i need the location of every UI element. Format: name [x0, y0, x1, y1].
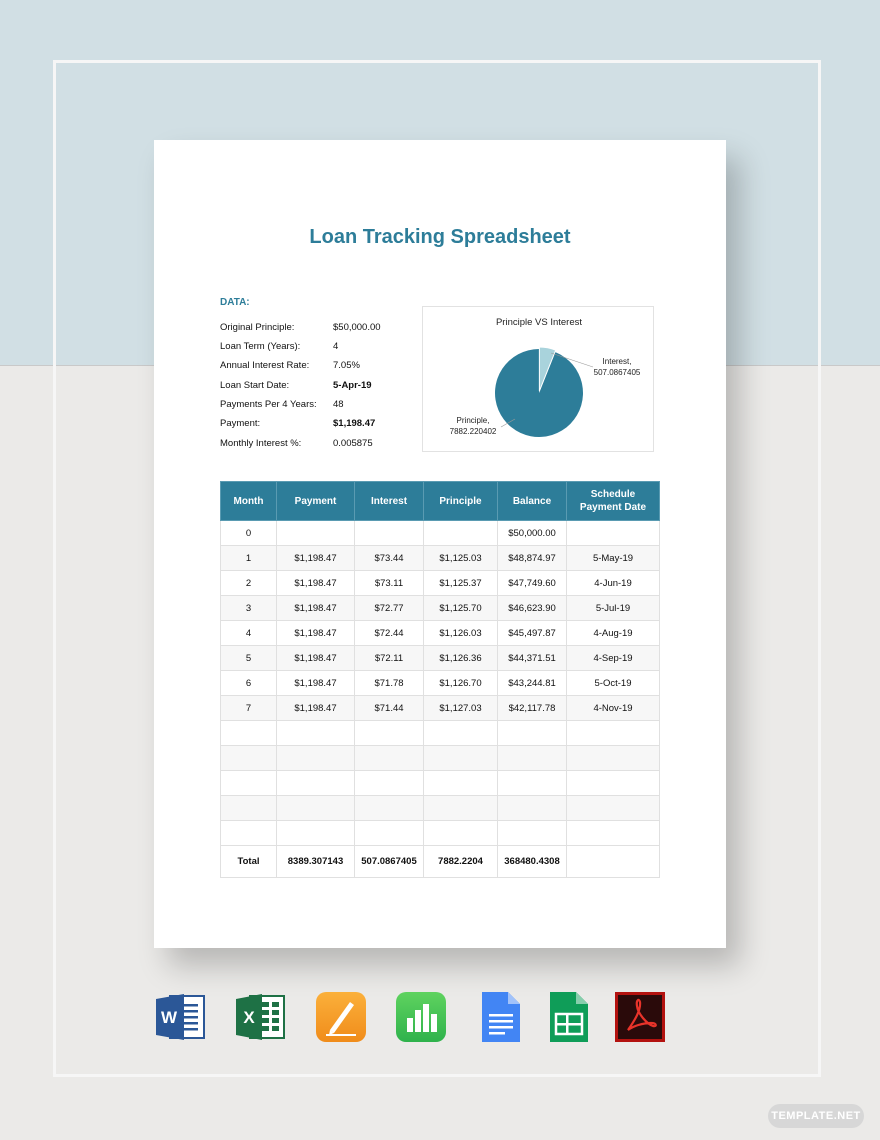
cell-principle: $1,126.70: [424, 671, 498, 696]
field-label: Payment:: [220, 418, 261, 429]
format-icons: [0, 990, 880, 1050]
field-label: Loan Start Date:: [220, 380, 290, 391]
cell-principle: [424, 521, 498, 546]
cell-month: [221, 821, 277, 846]
cell-balance: [498, 821, 567, 846]
cell-principle: [424, 821, 498, 846]
principle-data-label: Principle,: [456, 416, 490, 425]
cell-balance: [498, 771, 567, 796]
cell-schedule-date: [567, 771, 660, 796]
cell-balance: $46,623.90: [498, 596, 567, 621]
cell-month: 1: [221, 546, 277, 571]
field-value: 5-Apr-19: [333, 380, 372, 391]
cell-schedule-date: [567, 721, 660, 746]
header-principle: Principle: [424, 482, 498, 521]
cell-interest: $72.77: [355, 596, 424, 621]
table-row: [221, 696, 660, 721]
pie-chart-svg: [423, 307, 655, 453]
cell-month: [221, 746, 277, 771]
cell-month: 0: [221, 521, 277, 546]
cell-principle: [424, 771, 498, 796]
table-row: [221, 521, 660, 546]
pie-chart: [422, 306, 654, 452]
cell-month: 7: [221, 696, 277, 721]
pdf-icon[interactable]: [613, 990, 667, 1044]
cell-interest: $73.11: [355, 571, 424, 596]
table-row: [221, 796, 660, 821]
cell-schedule-date: 4-Sep-19: [567, 646, 660, 671]
cell-payment: [277, 796, 355, 821]
field-label: Original Principle:: [220, 322, 295, 333]
table-row: [221, 571, 660, 596]
chart-title: Principle VS Interest: [495, 317, 583, 328]
cell-balance: $50,000.00: [498, 521, 567, 546]
cell-interest: [355, 771, 424, 796]
cell-interest: [355, 821, 424, 846]
cell-balance: $47,749.60: [498, 571, 567, 596]
cell-balance: $42,117.78: [498, 696, 567, 721]
total-interest: 507.0867405: [355, 846, 424, 878]
table-total-row: [221, 846, 660, 878]
cell-month: 5: [221, 646, 277, 671]
cell-payment: [277, 721, 355, 746]
cell-schedule-date: 4-Jun-19: [567, 571, 660, 596]
cell-balance: $44,371.51: [498, 646, 567, 671]
interest-data-value: 507.0867405: [593, 368, 641, 377]
cell-schedule-date: 5-Jul-19: [567, 596, 660, 621]
amortization-table: [220, 481, 660, 878]
page-title: Loan Tracking Spreadsheet: [309, 226, 571, 248]
field-value: 7.05%: [333, 360, 360, 371]
cell-interest: [355, 796, 424, 821]
cell-payment: [277, 746, 355, 771]
svg-text:X: X: [243, 1008, 255, 1027]
cell-interest: [355, 721, 424, 746]
field-value: $1,198.47: [333, 418, 376, 429]
total-payment: 8389.307143: [277, 846, 355, 878]
total-balance: 368480.4308: [498, 846, 567, 878]
field-value: $50,000.00: [333, 322, 381, 333]
cell-schedule-date: [567, 521, 660, 546]
header-schedule-payment-date: Schedule Payment Date: [567, 482, 660, 521]
cell-payment: [277, 521, 355, 546]
cell-principle: [424, 796, 498, 821]
interest-data-label: Interest,: [602, 357, 632, 366]
document-page: [154, 140, 726, 948]
cell-month: 3: [221, 596, 277, 621]
header-payment: Payment: [277, 482, 355, 521]
table-row: [221, 671, 660, 696]
cell-payment: $1,198.47: [277, 671, 355, 696]
total-principle: 7882.2204: [424, 846, 498, 878]
cell-payment: [277, 771, 355, 796]
cell-month: 6: [221, 671, 277, 696]
cell-schedule-date: 5-Oct-19: [567, 671, 660, 696]
table-row: [221, 821, 660, 846]
table-row: [221, 771, 660, 796]
cell-interest: [355, 521, 424, 546]
cell-principle: $1,126.03: [424, 621, 498, 646]
cell-schedule-date: 4-Nov-19: [567, 696, 660, 721]
cell-month: 4: [221, 621, 277, 646]
cell-payment: $1,198.47: [277, 571, 355, 596]
cell-balance: $48,874.97: [498, 546, 567, 571]
table-row: [221, 546, 660, 571]
cell-principle: $1,125.70: [424, 596, 498, 621]
cell-payment: $1,198.47: [277, 546, 355, 571]
table-row: [221, 746, 660, 771]
cell-month: [221, 771, 277, 796]
cell-principle: $1,125.37: [424, 571, 498, 596]
cell-interest: $73.44: [355, 546, 424, 571]
cell-payment: $1,198.47: [277, 646, 355, 671]
cell-schedule-date: 5-May-19: [567, 546, 660, 571]
cell-payment: $1,198.47: [277, 596, 355, 621]
cell-balance: [498, 721, 567, 746]
cell-principle: [424, 721, 498, 746]
cell-balance: $45,497.87: [498, 621, 567, 646]
field-value: 0.005875: [333, 438, 373, 449]
field-label: Monthly Interest %:: [220, 438, 302, 449]
cell-schedule-date: [567, 796, 660, 821]
cell-schedule-date: [567, 746, 660, 771]
field-value: 4: [333, 341, 339, 352]
google-sheets-icon[interactable]: [542, 990, 596, 1044]
table-row: [221, 596, 660, 621]
cell-month: [221, 721, 277, 746]
cell-month: 2: [221, 571, 277, 596]
cell-balance: [498, 746, 567, 771]
google-docs-icon[interactable]: [474, 990, 528, 1044]
numbers-icon[interactable]: [394, 990, 448, 1044]
table-header-row: [221, 482, 660, 521]
field-label: Loan Term (Years):: [220, 341, 301, 352]
cell-interest: $71.44: [355, 696, 424, 721]
principle-data-value: 7882.220402: [449, 427, 497, 436]
header-interest: Interest: [355, 482, 424, 521]
header-month: Month: [221, 482, 277, 521]
svg-text:W: W: [160, 1008, 178, 1027]
cell-schedule-date: 4-Aug-19: [567, 621, 660, 646]
cell-balance: $43,244.81: [498, 671, 567, 696]
cell-payment: $1,198.47: [277, 696, 355, 721]
cell-payment: $1,198.47: [277, 621, 355, 646]
cell-principle: [424, 746, 498, 771]
watermark-badge: TEMPLATE.NET: [768, 1104, 864, 1128]
table-body: [221, 521, 660, 878]
cell-balance: [498, 796, 567, 821]
table-row: [221, 721, 660, 746]
pages-icon[interactable]: [314, 990, 368, 1044]
word-icon[interactable]: [154, 990, 208, 1044]
cell-principle: $1,125.03: [424, 546, 498, 571]
total-schedule-date: [567, 846, 660, 878]
table-row: [221, 646, 660, 671]
field-label: Annual Interest Rate:: [220, 360, 310, 371]
cell-payment: [277, 821, 355, 846]
cell-principle: $1,126.36: [424, 646, 498, 671]
table-row: [221, 621, 660, 646]
cell-interest: $72.44: [355, 621, 424, 646]
field-value: 48: [333, 399, 344, 410]
cell-schedule-date: [567, 821, 660, 846]
cell-interest: $72.11: [355, 646, 424, 671]
total-month: Total: [221, 846, 277, 878]
cell-month: [221, 796, 277, 821]
cell-principle: $1,127.03: [424, 696, 498, 721]
header-balance: Balance: [498, 482, 567, 521]
field-label: Payments Per 4 Years:: [220, 399, 317, 410]
data-heading: DATA:: [220, 297, 250, 308]
cell-interest: $71.78: [355, 671, 424, 696]
excel-icon[interactable]: [234, 990, 288, 1044]
cell-interest: [355, 746, 424, 771]
